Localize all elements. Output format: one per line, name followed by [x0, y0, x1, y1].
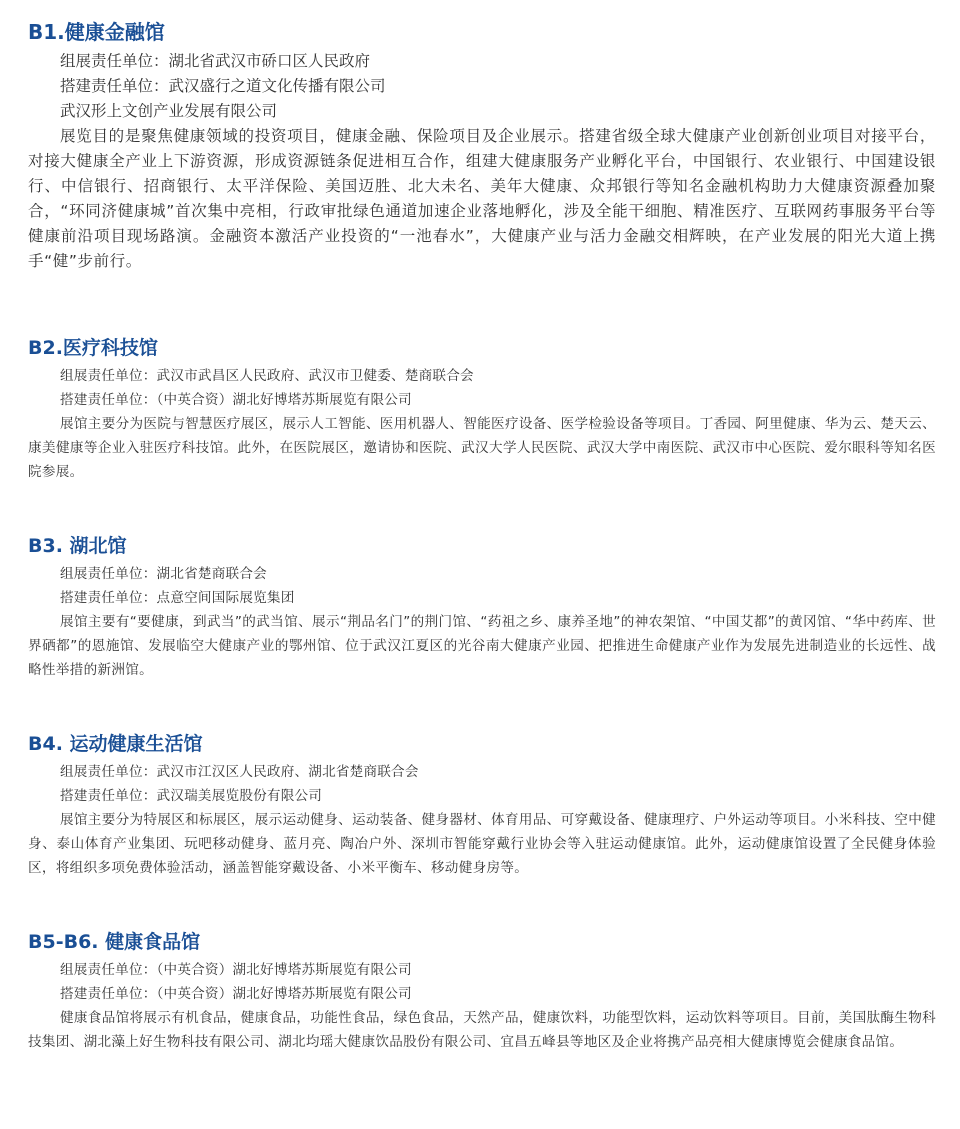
- organizer-line: 组展责任单位：武汉市武昌区人民政府、武汉市卫健委、楚商联合会: [60, 368, 474, 384]
- section-title: B2.医疗科技馆: [28, 337, 158, 359]
- section-title: B1.健康金融馆: [28, 20, 165, 44]
- section-b3: [28, 532, 936, 682]
- section-b4: [28, 730, 936, 880]
- builder-line: 搭建责任单位：武汉瑞美展览股份有限公司: [60, 788, 323, 804]
- description-paragraph: 展览目的是聚焦健康领域的投资项目，健康金融、保险项目及企业展示。搭建省级全球大健康产业创新创业项目对接平台，对接大健康全产业上下游资源，形成资源链条促进相互合作，组建大健康服务产业孵化平台，中国银行、农业银行、中国建设银行、中信银行、招商银行、太平洋保险、美国迈胜、北大未名、美年大健康、众邦银行等知名金融机构助力大健康资源叠加聚合，“环同济健康城”首次集中亮相，行政审批绿色通道加速企业落地孵化，涉及全能干细胞、精准医疗、互联网药事服务平台等健康前沿项目现场路演。金融资本激活产业投资的“一池春水”，大健康产业与活力金融交相辉映，在产业发展的阳光大道上携手“健”步前行。: [28, 127, 936, 270]
- section-b5-b6: [28, 928, 936, 1054]
- builder-line: 搭建责任单位：（中英合资）湖北好博塔苏斯展览有限公司: [60, 986, 412, 1002]
- builder-line: 搭建责任单位：（中英合资）湖北好博塔苏斯展览有限公司: [60, 392, 412, 408]
- section-b1: [28, 18, 936, 274]
- description-paragraph: 展馆主要分为医院与智慧医疗展区，展示人工智能、医用机器人、智能医疗设备、医学检验设备等项目。丁香园、阿里健康、华为云、楚天云、康美健康等企业入驻医疗科技馆。此外，在医院展区，邀请协和医院、武汉大学人民医院、武汉大学中南医院、武汉市中心医院、爱尔眼科等知名医院参展。: [28, 416, 936, 480]
- organizer-line: 组展责任单位：湖北省楚商联合会: [60, 566, 267, 582]
- section-title: B5-B6. 健康食品馆: [28, 931, 201, 953]
- builder-line: 搭建责任单位：点意空间国际展览集团: [60, 590, 295, 606]
- builder-line-2: 武汉形上文创产业发展有限公司: [60, 102, 278, 120]
- organizer-line: 组展责任单位：武汉市江汉区人民政府、湖北省楚商联合会: [60, 764, 419, 780]
- section-b2: [28, 334, 936, 484]
- section-title: B4. 运动健康生活馆: [28, 733, 203, 755]
- description-paragraph: 展馆主要有“要健康，到武当”的武当馆、展示“荆品名门”的荆门馆、“药祖之乡、康养圣地”的神农架馆、“中国艾都”的黄冈馆、“华中药库、世界硒都”的恩施馆、发展临空大健康产业的鄂州馆、位于武汉江夏区的光谷南大健康产业园、把推进生命健康产业作为发展先进制造业的长远性、战略性举措的新洲馆。: [28, 614, 936, 678]
- description-paragraph: 健康食品馆将展示有机食品，健康食品，功能性食品，绿色食品，天然产品，健康饮料，功能型饮料，运动饮料等项目。目前，美国肽酶生物科技集团、湖北藻上好生物科技有限公司、湖北均瑶大健康饮品股份有限公司、宜昌五峰县等地区及企业将携产品亮相大健康博览会健康食品馆。: [28, 1010, 936, 1050]
- section-title: B3. 湖北馆: [28, 535, 127, 557]
- organizer-line: 组展责任单位：湖北省武汉市硚口区人民政府: [60, 52, 371, 70]
- description-paragraph: 展馆主要分为特展区和标展区，展示运动健身、运动装备、健身器材、体育用品、可穿戴设备、健康理疗、户外运动等项目。小米科技、空中健身、泰山体育产业集团、玩吧移动健身、蓝月亮、陶冶户外、深圳市智能穿戴行业协会等入驻运动健康馆。此外，运动健康馆设置了全民健身体验区，将组织多项免费体验活动，涵盖智能穿戴设备、小米平衡车、移动健身房等。: [28, 812, 936, 876]
- builder-line: 搭建责任单位：武汉盛行之道文化传播有限公司: [60, 77, 386, 95]
- organizer-line: 组展责任单位：（中英合资）湖北好博塔苏斯展览有限公司: [60, 962, 412, 978]
